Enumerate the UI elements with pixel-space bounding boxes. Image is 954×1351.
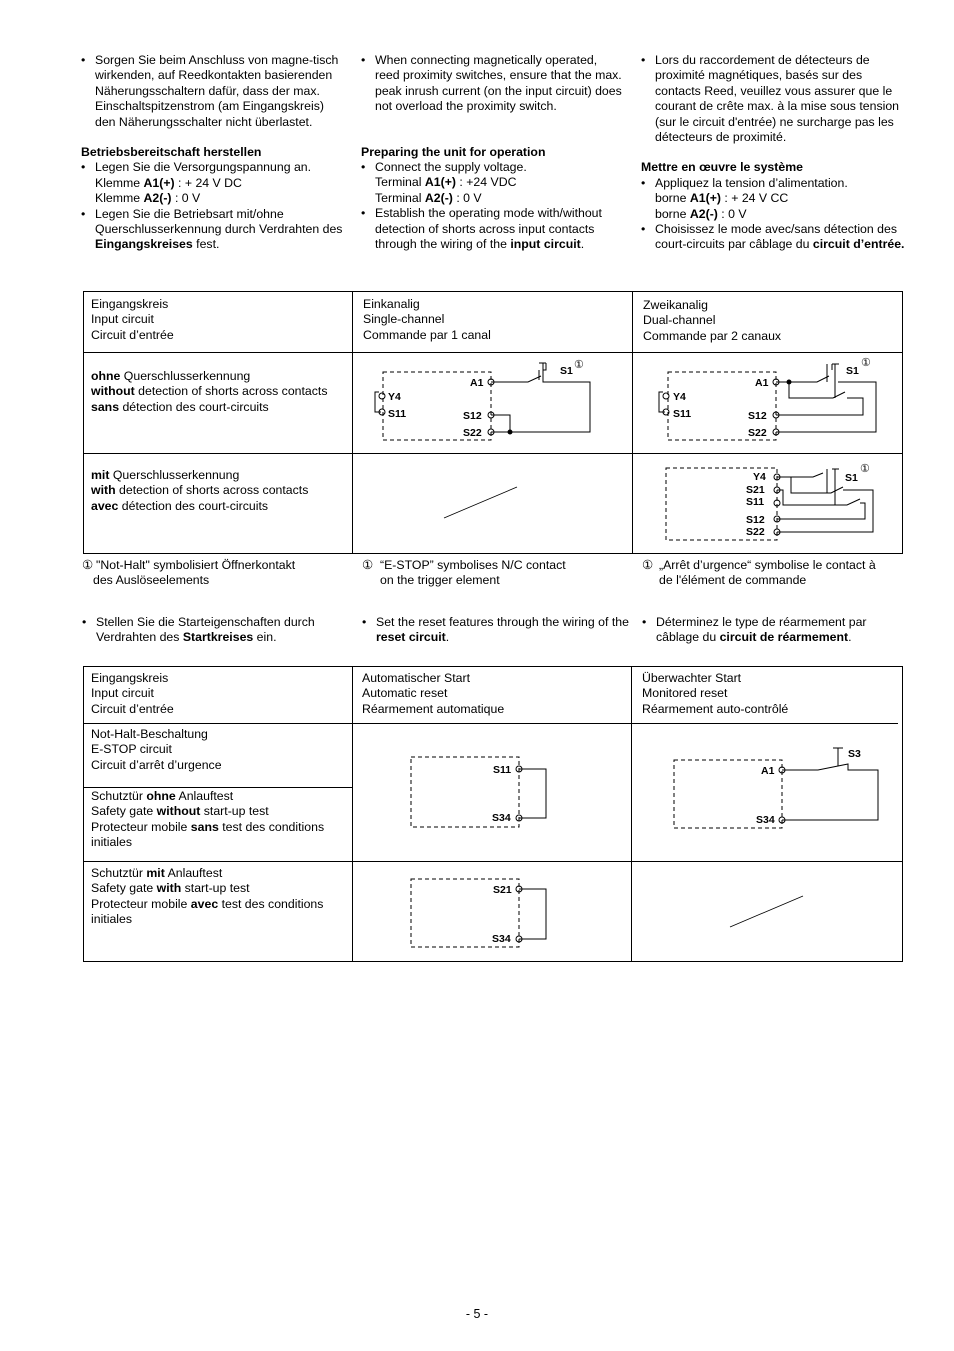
intro-en-terminal-a1: Terminal A1(+) : +24 VDC xyxy=(375,175,517,190)
label-s11: S11 xyxy=(388,408,407,420)
label-s21: S21 xyxy=(746,484,765,496)
label-y4: Y4 xyxy=(388,391,401,403)
diagram-dual-channel-without xyxy=(633,352,902,452)
label-s11: S11 xyxy=(746,496,765,508)
label-fn-mark: ① xyxy=(574,359,584,371)
t2-row-gate-without: Schutztür ohne Anlauftest Safety gate without start-up test Protecteur mobile sans test des conditions initiales xyxy=(91,789,325,850)
intro-en-bullet-3: • Establish the operating mode with/without detection of shorts across input contacts through the wiring of the input circuit. xyxy=(361,206,623,252)
intro-de-bullet-2: • Legen Sie die Versorgungspannung an. xyxy=(81,160,343,175)
intro-fr-bullet-1: • Lors du raccordement de détecteurs de proximité magnétiques, basés sur des contacts Reed, veuillez vous assurer que le courant de crête max. à la mise sous tension (sur le circuit d'entrée) ne surcharge pas les détecteurs de proximité. xyxy=(641,53,907,145)
intro-de-bullet-1: • Sorgen Sie beim Anschluss von magne-tisch wirkenden, auf Reedkontakten basierenden Näherungsschaltern dafür, dass der max. Einschaltspitzenstrom (am Eingangskreis) den Näherungsschalter nicht überlastet. xyxy=(81,53,343,130)
t2-row-gate-with: Schutztür mit Anlauftest Safety gate with start-up test Protecteur mobile avec test des conditions initiales xyxy=(91,866,324,927)
label-s1: S1 xyxy=(845,472,858,484)
footnote-fr: ① „Arrêt d’urgence“ symbolise le contact à de l'élément de commande xyxy=(642,558,876,588)
label-a1: A1 xyxy=(755,377,769,389)
label-s3: S3 xyxy=(848,748,861,760)
intro-fr-bullet-3: • Choisissez le mode avec/sans détection des court-circuits par câblage du circuit d’entrée. xyxy=(641,222,907,253)
label-a1: A1 xyxy=(761,765,775,777)
not-applicable-strike xyxy=(726,893,806,929)
intro-de-heading: Betriebsbereitschaft herstellen xyxy=(81,145,262,160)
diagram-automatic-reset xyxy=(400,750,560,834)
reset-de: • Stellen Sie die Starteigenschaften durch Verdrahten des Startkreises ein. xyxy=(82,615,352,646)
intro-fr-terminal-a1: borne A1(+) : + 24 V CC xyxy=(655,191,789,206)
label-s21: S21 xyxy=(493,884,512,896)
label-s34: S34 xyxy=(756,814,775,826)
not-applicable-strike xyxy=(440,484,520,520)
label-a1: A1 xyxy=(470,377,484,389)
label-s11: S11 xyxy=(673,408,692,420)
intro-de xyxy=(81,53,343,253)
t2-header-monitored-reset: Überwachter Start Monitored reset Réarmement auto-contrôlé xyxy=(642,671,789,716)
label-s34: S34 xyxy=(492,812,511,824)
intro-en-heading: Preparing the unit for operation xyxy=(361,144,546,159)
intro-fr-terminal-a2: borne A2(-) : 0 V xyxy=(655,206,747,221)
t1-header-single-channel: Einkanalig Single-channel Commande par 1 canal xyxy=(363,297,491,342)
label-s22: S22 xyxy=(746,526,765,538)
label-y4: Y4 xyxy=(753,471,766,483)
label-s1: S1 xyxy=(560,365,573,377)
label-s1: S1 xyxy=(846,365,859,377)
reset-fr: • Déterminez le type de réarmement par câblage du circuit de réarmement. xyxy=(642,615,906,646)
diagram-single-channel-without xyxy=(353,352,632,452)
diagram-automatic-reset-startup xyxy=(400,873,560,953)
intro-de-bullet-3: • Legen Sie die Betriebsart mit/ohne Querschlusserkennung durch Verdrahten des Eingangskreises fest. xyxy=(81,207,343,253)
label-y4: Y4 xyxy=(673,391,686,403)
t2-row-estop: Not-Halt-Beschaltung E-STOP circuit Circuit d’arrêt d’urgence xyxy=(91,727,222,772)
label-fn-mark: ① xyxy=(860,463,870,475)
diagram-monitored-reset xyxy=(668,740,898,840)
page-number: - 5 - xyxy=(465,1307,489,1321)
t1-header-dual-channel: Zweikanalig Dual-channel Commande par 2 canaux xyxy=(643,298,782,343)
intro-fr-bullet-2: • Appliquez la tension d’alimentation. xyxy=(641,176,907,191)
label-s12: S12 xyxy=(746,514,765,526)
t1-row-without-detection: ohne Querschlusserkennung without detection of shorts across contacts sans détection des court-circuits xyxy=(91,369,328,414)
label-s12: S12 xyxy=(463,410,482,422)
intro-fr-heading: Mettre en œuvre le système xyxy=(641,160,803,175)
intro-de-terminal-a1: Klemme A1(+) : + 24 V DC xyxy=(95,175,242,190)
label-s11: S11 xyxy=(493,764,512,776)
intro-en-bullet-1: • When connecting magnetically operated, reed proximity switches, ensure that the max. peak inrush current (on the input circuit) does not overload the proximity switch. xyxy=(361,53,623,115)
t2-header-automatic-reset: Automatischer Start Automatic reset Réarmement automatique xyxy=(362,671,505,716)
label-s34: S34 xyxy=(492,933,511,945)
intro-en xyxy=(361,53,623,252)
label-s22: S22 xyxy=(748,427,767,439)
label-s12: S12 xyxy=(748,410,767,422)
footnote-de: ① "Not-Halt" symbolisiert Öffnerkontakt des Auslöseelements xyxy=(82,558,296,588)
t1-row-with-detection: mit Querschlusserkennung with detection of shorts across contacts avec détection des court-circuits xyxy=(91,468,309,513)
t2-header-input-circuit: Eingangskreis Input circuit Circuit d’entrée xyxy=(91,671,174,716)
footnote-en: ① “E-STOP” symbolises N/C contact on the trigger element xyxy=(362,558,566,588)
diagram-dual-channel-with xyxy=(633,453,902,553)
label-fn-mark: ① xyxy=(861,357,871,369)
label-s22: S22 xyxy=(463,427,482,439)
intro-fr xyxy=(641,53,907,253)
t1-header-input-circuit: Eingangskreis Input circuit Circuit d’entrée xyxy=(91,297,174,342)
reset-en: • Set the reset features through the wiring of the reset circuit. xyxy=(362,615,632,646)
intro-en-bullet-2: • Connect the supply voltage. xyxy=(361,160,623,175)
intro-de-terminal-a2: Klemme A2(-) : 0 V xyxy=(95,191,201,206)
intro-en-terminal-a2: Terminal A2(-) : 0 V xyxy=(375,190,482,205)
